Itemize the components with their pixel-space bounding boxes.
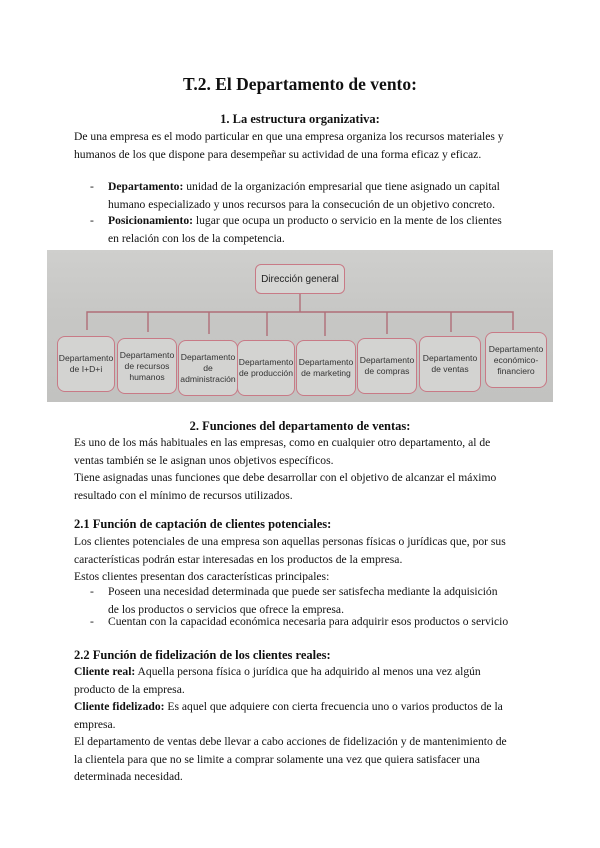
body-line: resultado con el mínimo de recursos utilizados.	[74, 488, 293, 502]
body-line: características podrán estar interesadas en los productos de la empresa.	[74, 552, 403, 566]
body-line: Estos clientes presentan dos características principales:	[74, 570, 330, 583]
org-chart-node: Departamento de marketing	[296, 340, 356, 396]
section2-body	[74, 434, 530, 504]
bullet-dash: -	[90, 214, 94, 227]
definition-line: empresa.	[74, 717, 116, 731]
body-line: Los clientes potenciales de una empresa son aquellas personas físicas o jurídicas que, por sus	[74, 535, 506, 548]
page-title: T.2. El Departamento de vento:	[183, 74, 417, 94]
list-line: de los productos o servicios que ofrece la empresa.	[108, 602, 344, 616]
section2-heading: 2. Funciones del departamento de ventas:	[189, 419, 411, 433]
definition-line: en relación con los de la competencia.	[108, 231, 285, 245]
definition-line: Es aquel que adquiere con cierta frecuencia uno o varios productos de la	[164, 700, 503, 713]
body-line: la clientela para que no se limite a comprar solamente una vez que quiera satisfacer una	[74, 752, 480, 766]
org-chart-node: Departamento de I+D+i	[57, 336, 115, 392]
section21-heading: 2.1 Función de captación de clientes potenciales:	[74, 517, 332, 531]
list-line: Poseen una necesidad determinada que puede ser satisfecha mediante la adquisición	[108, 585, 498, 598]
intro-line: De una empresa es el modo particular en que una empresa organiza los recursos materiales y	[74, 130, 504, 143]
bullet-dash: -	[90, 615, 94, 628]
org-chart-node: Departamento de ventas	[419, 336, 481, 392]
body-line: determinada necesidad.	[74, 770, 183, 783]
org-chart-node: Departamento de administración	[178, 340, 238, 396]
bullet-dash: -	[90, 585, 94, 598]
body-line: Es uno de los más habituales en las empresas, como en cualquier otro departamento, al de	[74, 436, 491, 449]
section22-heading: 2.2 Función de fidelización de los clientes reales:	[74, 648, 331, 662]
body-line: El departamento de ventas debe llevar a cabo acciones de fidelización y de mantenimiento de	[74, 735, 507, 748]
term-posicionamiento: Posicionamiento:	[108, 214, 194, 227]
branch-connector	[87, 312, 513, 330]
list-item-departamento	[90, 178, 530, 213]
org-chart-node: Departamento económico-financiero	[485, 332, 547, 388]
org-chart-node: Departamento de producción	[237, 340, 295, 396]
section21-body	[74, 533, 530, 586]
intro-line: humanos de los que dispone para desempeñar su actividad de una forma eficaz y eficaz.	[74, 147, 482, 161]
org-chart-figure	[47, 250, 553, 402]
body-line: Tiene asignadas unas funciones que debe desarrollar con el objetivo de alcanzar el máximo	[74, 471, 497, 484]
term-cliente-fidelizado: Cliente fidelizado:	[74, 700, 165, 713]
term-cliente-real: Cliente real:	[74, 665, 136, 678]
section1-heading: 1. La estructura organizativa:	[220, 112, 380, 126]
definition-line: producto de la empresa.	[74, 682, 185, 696]
section1-intro	[74, 128, 530, 163]
org-chart-node: Departamento de compras	[357, 338, 417, 394]
body-line: ventas también se le asignan unos objetivos específicos.	[74, 453, 334, 467]
section22-body	[74, 663, 530, 786]
bullet-dash: -	[90, 180, 94, 193]
definition-line: lugar que ocupa un producto o servicio en la mente de los clientes	[193, 214, 502, 227]
list-line: Cuentan con la capacidad económica necesaria para adquirir esos productos o servicio	[108, 615, 509, 628]
definition-line: Aquella persona física o jurídica que ha adquirido al menos una vez algún	[135, 665, 481, 678]
definition-line: humano especializado y unos recursos para la consecución de un objetivo concreto.	[108, 197, 495, 211]
definition-line: unidad de la organización empresarial que tiene asignado un capital	[183, 180, 500, 193]
list-item-posicionamiento	[90, 212, 530, 247]
list-item	[90, 613, 530, 631]
org-chart-node: Departamento de recursos humanos	[117, 338, 177, 394]
org-chart-root: Dirección general	[255, 264, 345, 294]
term-departamento: Departamento:	[108, 180, 184, 193]
